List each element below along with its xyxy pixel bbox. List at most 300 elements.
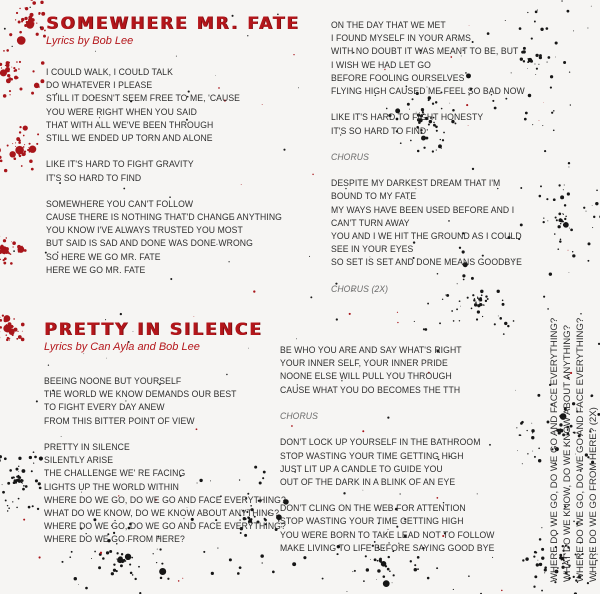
black-paint-drop (477, 310, 480, 313)
paint-speck (538, 447, 540, 449)
black-paint-drop (550, 75, 553, 78)
red-paint-drop (24, 144, 25, 145)
black-paint-drop (539, 195, 542, 198)
black-paint-drop (558, 184, 560, 186)
paint-speck (596, 189, 598, 191)
red-paint-drop (19, 61, 21, 63)
song-title: SOMEWHERE MR. FATE (46, 14, 300, 34)
black-paint-drop (516, 427, 517, 428)
black-paint-drop (389, 570, 391, 572)
paint-speck (296, 338, 297, 339)
black-paint-drop (539, 538, 542, 541)
lyric-line: MY WAYS HAVE BEEN USED BEFORE AND I (331, 204, 515, 216)
black-paint-drop (160, 577, 163, 580)
black-paint-drop (530, 60, 533, 63)
stanza-gap (46, 145, 282, 158)
black-paint-drop (116, 570, 118, 572)
red-paint-drop (27, 149, 29, 151)
lyric-line: TO FIGHT EVERY DAY ANEW (44, 402, 165, 414)
paint-speck (336, 318, 338, 320)
black-paint-drop (587, 28, 588, 29)
black-paint-drop (525, 557, 528, 560)
red-paint-drop (17, 148, 20, 151)
red-paint-drop (29, 159, 33, 163)
red-paint-drop (16, 77, 18, 79)
red-paint-drop (18, 139, 20, 141)
black-paint-drop (544, 572, 545, 573)
red-paint-drop (7, 74, 10, 77)
paint-speck (170, 278, 172, 280)
black-paint-drop (471, 308, 473, 310)
paint-speck (501, 590, 503, 592)
black-paint-drop (113, 569, 116, 572)
red-paint-drop (19, 126, 21, 128)
black-paint-drop (474, 303, 477, 306)
paint-speck (37, 508, 39, 510)
lyric-line: BEEING NOONE BUT YOURSELF (44, 376, 182, 387)
black-paint-drop (531, 37, 533, 39)
black-paint-drop (536, 68, 538, 70)
lyric-line: NOONE ELSE WILL PULL YOU THROUGH (280, 371, 452, 383)
lyric-line: I FOUND MYSELF IN YOUR ARMS (331, 33, 471, 45)
black-paint-drop (564, 218, 566, 220)
black-paint-drop (23, 485, 25, 487)
paint-speck (120, 313, 122, 315)
black-paint-drop (120, 560, 121, 561)
paint-speck (40, 27, 42, 29)
black-paint-drop (453, 320, 455, 322)
paint-speck (61, 561, 63, 563)
black-paint-drop (94, 551, 96, 553)
black-paint-drop (546, 198, 548, 200)
paint-speck (100, 552, 102, 554)
black-paint-drop (38, 482, 41, 485)
paint-speck (494, 323, 496, 325)
paint-speck (36, 400, 38, 402)
paint-speck (468, 575, 470, 577)
black-paint-drop (460, 306, 461, 307)
black-paint-drop (69, 556, 71, 558)
black-paint-drop (161, 563, 163, 565)
black-paint-drop (527, 12, 528, 13)
lyric-line: FLYING HIGH CAUSED ME FEEL SO BAD NOW (331, 85, 525, 97)
red-paint-drop (12, 143, 13, 144)
black-paint-drop (553, 198, 556, 201)
lyric-line: SO HERE WE GO MR. FATE (46, 251, 161, 263)
red-paint-drop (30, 146, 32, 148)
red-paint-drop (21, 165, 23, 167)
red-paint-drop (9, 151, 15, 157)
black-paint-drop (459, 300, 461, 302)
black-paint-drop (560, 239, 562, 241)
red-paint-drop (7, 69, 10, 72)
red-paint-drop (7, 337, 10, 340)
black-paint-drop (573, 30, 574, 31)
lyric-line: WHERE DO WE GO FROM HERE? (2X) (588, 407, 599, 582)
black-paint-drop (229, 558, 232, 561)
paint-speck (322, 578, 324, 580)
red-paint-drop (6, 334, 8, 336)
black-paint-drop (138, 566, 140, 568)
black-paint-drop (211, 572, 214, 575)
red-paint-drop (13, 318, 15, 320)
stanza-gap (46, 185, 282, 198)
paint-speck (532, 451, 533, 452)
red-paint-drop (13, 157, 16, 160)
black-paint-drop (130, 572, 133, 575)
black-paint-drop (260, 554, 263, 557)
black-paint-drop (383, 580, 390, 587)
red-paint-drop (37, 133, 39, 135)
lyric-line: THAT WITH ALL WE'VE BEEN THROUGH (46, 119, 214, 131)
black-paint-drop (558, 213, 561, 216)
black-paint-drop (456, 308, 458, 310)
red-paint-drop (31, 92, 34, 95)
black-paint-drop (116, 552, 118, 554)
black-paint-drop (529, 59, 530, 60)
paint-speck (568, 250, 569, 251)
black-paint-drop (117, 561, 118, 562)
black-paint-drop (593, 216, 595, 218)
black-paint-drop (347, 591, 348, 592)
lyric-line: THE CHALLENGE WE' RE FACING (44, 468, 186, 480)
red-paint-drop (29, 151, 31, 153)
black-paint-drop (374, 558, 377, 561)
black-paint-drop (527, 68, 528, 69)
black-paint-drop (482, 316, 483, 317)
red-paint-drop (15, 19, 16, 20)
black-paint-drop (392, 582, 393, 583)
black-paint-drop (535, 11, 538, 14)
black-paint-drop (7, 510, 8, 511)
black-paint-drop (477, 297, 479, 299)
lyric-line: SILENTLY ARISE (44, 455, 114, 467)
paint-speck (543, 102, 544, 103)
red-paint-drop (40, 1, 43, 4)
black-paint-drop (558, 219, 561, 222)
stanza-gap (331, 138, 525, 151)
black-paint-drop (556, 219, 558, 221)
red-paint-drop (0, 259, 1, 260)
red-paint-drop (26, 21, 29, 24)
paint-speck (397, 312, 398, 313)
paint-speck (591, 6, 592, 7)
red-paint-drop (14, 69, 17, 72)
lyric-line: IT'S SO HARD TO FIND (46, 172, 142, 184)
black-paint-drop (132, 574, 134, 576)
black-paint-drop (377, 560, 379, 562)
black-paint-drop (0, 459, 1, 462)
black-paint-drop (534, 456, 536, 458)
red-paint-drop (9, 338, 10, 339)
black-paint-drop (354, 570, 356, 572)
lyric-line: STILL IT DOESN'T SEEM FREE TO ME, 'CAUSE (46, 93, 241, 105)
black-paint-drop (534, 21, 536, 23)
red-paint-drop (11, 241, 12, 242)
black-paint-drop (548, 56, 551, 59)
lyric-line: DON'T CLING ON THE WEB FOR ATTENTION (280, 503, 466, 515)
black-paint-drop (532, 432, 533, 433)
red-paint-drop (19, 131, 21, 133)
black-paint-drop (28, 506, 31, 509)
red-paint-drop (16, 338, 18, 340)
black-paint-drop (74, 577, 77, 580)
black-paint-drop (541, 557, 544, 560)
black-paint-drop (473, 299, 475, 301)
red-paint-drop (4, 250, 5, 251)
black-paint-drop (541, 590, 543, 592)
black-paint-drop (106, 551, 109, 554)
black-paint-drop (387, 568, 390, 571)
red-paint-drop (18, 151, 20, 153)
lyric-line: WHERE DO WE GO, DO WE GO AND FACE EVERYTHING? (549, 317, 560, 582)
black-paint-drop (377, 569, 380, 572)
lyric-line: BUT SAID IS SAD AND DONE WAS DONE WRONG (46, 238, 253, 250)
red-paint-drop (4, 169, 7, 172)
black-paint-drop (587, 582, 589, 584)
song-somewhere-mr-fate (46, 14, 300, 47)
black-paint-drop (417, 556, 420, 559)
black-paint-drop (384, 565, 386, 567)
red-paint-drop (29, 15, 32, 18)
black-paint-drop (388, 556, 390, 558)
black-paint-drop (479, 301, 480, 302)
black-paint-drop (370, 559, 371, 560)
black-paint-drop (153, 553, 154, 554)
lyrics-column-right (280, 344, 495, 555)
black-paint-drop (2, 491, 5, 494)
black-paint-drop (569, 71, 570, 72)
black-paint-drop (16, 468, 19, 471)
black-paint-drop (436, 567, 438, 569)
black-paint-drop (547, 62, 548, 63)
black-paint-drop (541, 527, 542, 528)
paint-speck (176, 56, 177, 57)
paint-speck (586, 211, 587, 212)
paint-speck (203, 551, 205, 553)
black-paint-drop (550, 86, 552, 88)
red-paint-drop (19, 31, 22, 34)
red-paint-drop (6, 237, 7, 238)
red-paint-drop (10, 325, 13, 328)
red-paint-drop (12, 246, 13, 247)
red-paint-drop (32, 1, 36, 5)
red-paint-drop (9, 90, 11, 92)
black-paint-drop (522, 463, 523, 464)
red-paint-drop (24, 24, 27, 27)
lyrics-column-left (46, 66, 282, 277)
black-paint-drop (557, 248, 559, 250)
red-paint-drop (9, 94, 10, 95)
red-paint-drop (21, 246, 23, 248)
black-paint-drop (553, 110, 554, 111)
red-paint-drop (30, 0, 33, 1)
red-paint-drop (21, 18, 24, 21)
lyric-line: YOU WERE BORN TO TAKE LEAD NOT TO FOLLOW (280, 529, 495, 541)
black-paint-drop (538, 459, 541, 462)
black-paint-drop (29, 456, 32, 459)
song-credit: Lyrics by Can Ayla and Bob Lee (44, 341, 200, 353)
black-paint-drop (560, 218, 561, 219)
lyric-line: BEFORE FOOLING OURSELVES (331, 72, 465, 84)
black-paint-drop (85, 587, 88, 590)
black-paint-drop (0, 455, 2, 458)
black-paint-drop (482, 304, 484, 306)
black-paint-drop (365, 555, 367, 557)
red-paint-drop (9, 33, 12, 36)
red-paint-drop (16, 12, 18, 14)
red-paint-drop (9, 71, 10, 72)
red-paint-drop (41, 61, 45, 65)
lyric-line: SOMEWHERE YOU CAN'T FOLLOW (46, 198, 194, 210)
black-paint-drop (538, 64, 539, 65)
red-paint-drop (0, 147, 1, 153)
black-paint-drop (527, 61, 529, 63)
lyric-line: WHERE DO WE GO, DO WE GO AND FACE EVERYTHING? (44, 494, 286, 506)
chorus-marker: CHORUS (2X) (331, 283, 389, 295)
red-paint-drop (30, 14, 32, 16)
black-paint-drop (547, 220, 548, 221)
black-paint-drop (563, 214, 564, 215)
lyric-line: SO SET IS SET AND DONE MEANS GOODBYE (331, 257, 523, 269)
lyric-line: DON'T LOCK UP YOURSELF IN THE BATHROOM (280, 437, 481, 449)
black-paint-drop (22, 488, 25, 491)
black-paint-drop (31, 470, 33, 472)
black-paint-drop (439, 322, 441, 324)
lyric-line: MAKE LIVING TO LIFE BEFORE SAYING GOOD BYE (280, 542, 495, 554)
black-paint-drop (592, 227, 593, 228)
red-paint-drop (0, 156, 2, 159)
lyric-line: YOU AND I WE HIT THE GROUND AS I COULD (331, 231, 522, 242)
black-paint-drop (8, 507, 10, 509)
black-paint-drop (120, 564, 123, 567)
red-paint-drop (17, 331, 18, 332)
black-paint-drop (485, 300, 487, 302)
red-paint-drop (0, 326, 2, 329)
black-paint-drop (366, 568, 369, 571)
lyric-line: LIKE IT'S HARD TO FIGHT HONESTY (331, 112, 484, 124)
black-paint-drop (91, 558, 92, 559)
lyric-line: YOUR INNER SELF, YOUR INNER PRIDE (280, 358, 448, 370)
black-paint-drop (525, 112, 528, 115)
black-paint-drop (563, 189, 564, 190)
lyric-line: WHERE DO WE GO, DO WE GO AND FACE EVERYTHING? (575, 317, 586, 582)
black-paint-drop (567, 10, 570, 13)
black-paint-drop (217, 547, 218, 548)
black-paint-drop (134, 578, 136, 580)
paint-speck (293, 54, 294, 55)
red-paint-drop (38, 86, 40, 88)
red-paint-drop (29, 143, 31, 145)
black-paint-drop (16, 507, 18, 509)
song-credit: Lyrics by Bob Lee (46, 35, 134, 47)
black-paint-drop (410, 560, 412, 562)
black-paint-drop (376, 579, 377, 580)
black-paint-drop (520, 422, 523, 425)
black-paint-drop (4, 457, 7, 460)
red-paint-drop (2, 315, 4, 317)
black-paint-drop (18, 480, 21, 483)
paint-speck (29, 7, 30, 8)
black-paint-drop (14, 479, 17, 482)
black-paint-drop (18, 498, 20, 500)
paint-speck (106, 358, 107, 359)
black-paint-drop (546, 27, 549, 30)
red-paint-drop (0, 319, 2, 322)
black-paint-drop (560, 223, 561, 224)
black-paint-drop (157, 549, 158, 550)
lyric-line: FROM THIS BITTER POINT OF VIEW (44, 415, 195, 427)
lyric-line: OUT OF THE DARK IN A BLINK OF AN EYE (280, 476, 456, 488)
black-paint-drop (475, 302, 476, 303)
black-paint-drop (537, 10, 538, 11)
black-paint-drop (262, 562, 263, 563)
lyric-line: WHERE DO WE GO, DO WE GO AND FACE EVERYTHING? (44, 521, 286, 533)
paint-speck (487, 298, 489, 300)
black-paint-drop (535, 54, 538, 57)
paint-speck (349, 313, 351, 315)
black-paint-drop (534, 551, 537, 554)
lyric-line: DESPITE MY DARKEST DREAM THAT I'M (331, 178, 501, 190)
red-paint-drop (36, 23, 37, 24)
black-paint-drop (35, 479, 38, 482)
black-paint-drop (102, 557, 105, 560)
black-paint-drop (537, 394, 540, 397)
black-paint-drop (502, 303, 505, 306)
black-paint-drop (125, 560, 127, 562)
lyric-line: DO WHATEVER I PLEASE (46, 80, 153, 92)
red-paint-drop (21, 338, 25, 342)
black-paint-drop (479, 303, 482, 306)
red-paint-drop (17, 245, 21, 249)
red-paint-drop (33, 149, 34, 150)
black-paint-drop (7, 505, 8, 506)
red-paint-drop (11, 67, 12, 68)
paint-speck (48, 365, 49, 366)
black-paint-drop (39, 456, 43, 460)
black-paint-drop (540, 185, 542, 187)
paint-speck (492, 557, 493, 558)
lyric-line: STOP WASTING YOUR TIME GETTING HIGH (280, 516, 464, 528)
black-paint-drop (517, 450, 518, 451)
black-paint-drop (503, 333, 505, 335)
black-paint-drop (16, 476, 18, 478)
black-paint-drop (121, 559, 124, 562)
lyric-line: THE WORLD WE KNOW DEMANDS OUR BEST (44, 389, 237, 401)
paint-speck (553, 130, 555, 132)
paint-speck (312, 174, 313, 175)
black-paint-drop (18, 457, 21, 460)
red-paint-drop (41, 12, 45, 16)
black-paint-drop (498, 316, 499, 317)
black-paint-drop (561, 0, 562, 1)
red-paint-drop (15, 146, 16, 147)
lyric-line: PRETTY IN SILENCE (44, 441, 130, 453)
black-paint-drop (541, 548, 544, 551)
lyrics-column-left (44, 375, 286, 546)
red-paint-drop (18, 154, 20, 156)
red-paint-drop (36, 33, 39, 36)
paint-speck (298, 87, 299, 88)
black-paint-drop (543, 221, 545, 223)
black-paint-drop (535, 74, 536, 75)
stanza-gap (331, 164, 525, 177)
stanza-gap (280, 397, 495, 410)
black-paint-drop (534, 575, 537, 578)
lyric-line: STOP WASTING YOUR TIME GETTING HIGH (280, 450, 464, 462)
red-paint-drop (7, 145, 9, 147)
red-paint-drop (6, 324, 7, 325)
